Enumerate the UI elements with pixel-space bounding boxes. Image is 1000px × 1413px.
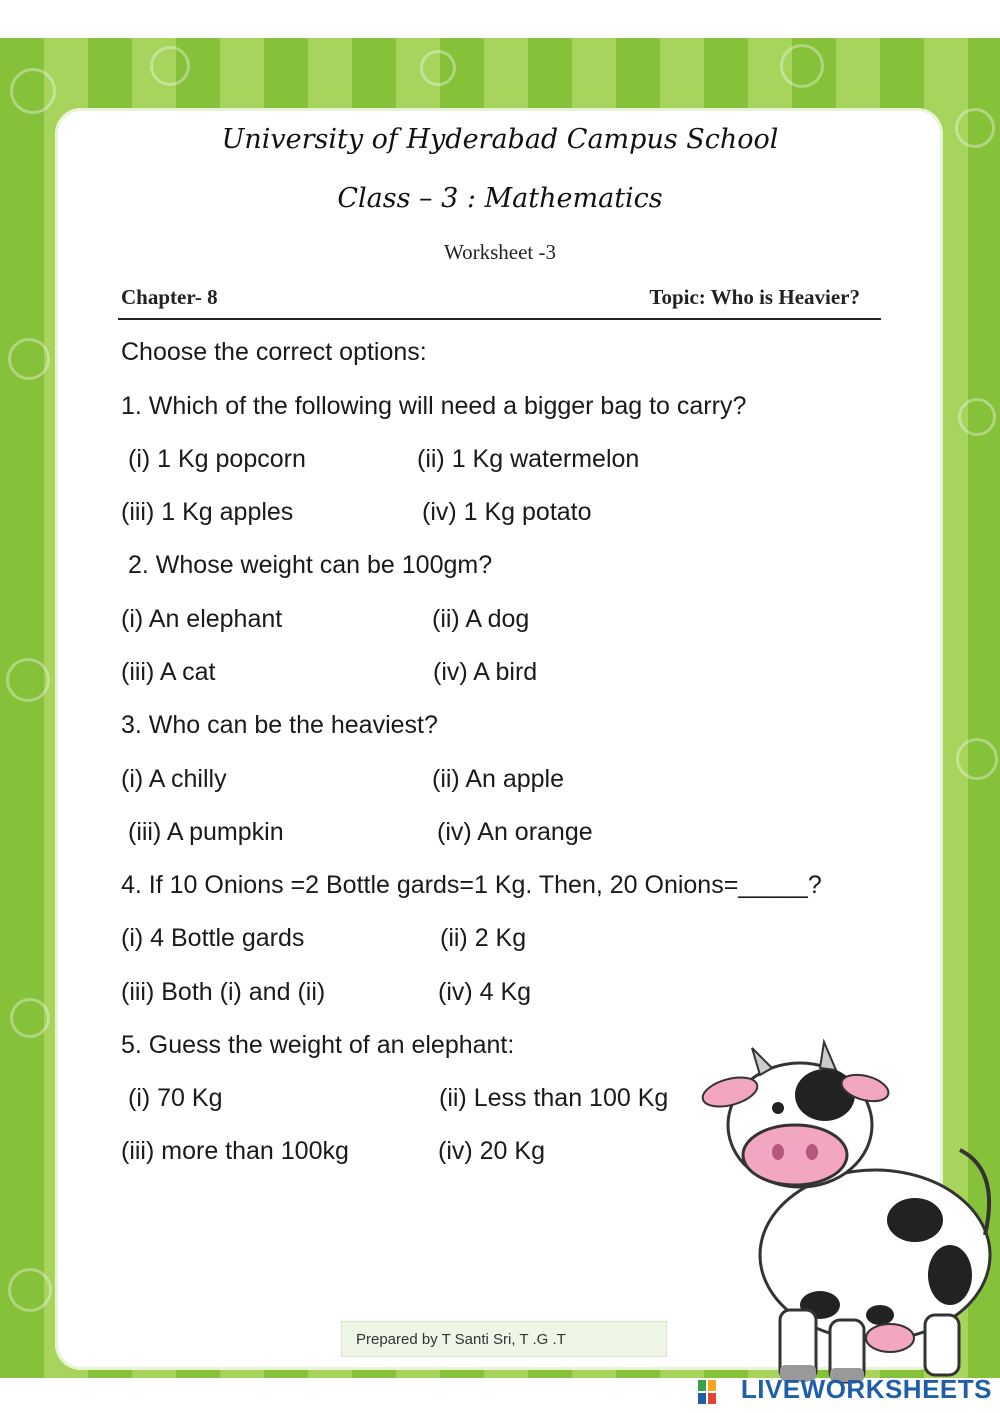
- question-1: 1. Which of the following will need a bigger bag to carry?: [121, 392, 747, 420]
- swirl-decoration: [8, 1268, 52, 1312]
- worksheet-number: Worksheet -3: [443, 240, 557, 264]
- swirl-decoration: [958, 398, 996, 436]
- option-4-i: (i) 4 Bottle gards: [121, 924, 305, 952]
- swirl-decoration: [6, 658, 50, 702]
- option-4-ii: (ii) 2 Kg: [440, 924, 527, 952]
- swirl-decoration: [956, 738, 998, 780]
- question-5: 5. Guess the weight of an elephant:: [121, 1031, 515, 1059]
- option-5-i: (i) 70 Kg: [128, 1084, 223, 1112]
- option-3-i: (i) A chilly: [121, 765, 227, 793]
- liveworksheets-brand[interactable]: LIVEWORKSHEETS: [740, 1374, 992, 1404]
- option-1-ii: (ii) 1 Kg watermelon: [417, 445, 640, 473]
- option-4-iii: (iii) Both (i) and (ii): [121, 978, 326, 1006]
- class-title: Class – 3 : Mathematics: [337, 183, 663, 214]
- school-name: University of Hyderabad Campus School: [221, 124, 779, 155]
- option-1-iv: (iv) 1 Kg potato: [422, 498, 592, 526]
- question-4: 4. If 10 Onions =2 Bottle gards=1 Kg. Then, 20 Onions=_____?: [121, 871, 822, 899]
- swirl-decoration: [10, 68, 56, 114]
- swirl-decoration: [150, 46, 190, 86]
- question-2: 2. Whose weight can be 100gm?: [128, 551, 493, 579]
- instruction-text: Choose the correct options:: [121, 338, 427, 366]
- option-3-ii: (ii) An apple: [432, 765, 565, 793]
- chapter-label: Chapter- 8: [121, 285, 218, 309]
- swirl-decoration: [8, 338, 50, 380]
- question-3: 3. Who can be the heaviest?: [121, 711, 438, 739]
- option-5-iv: (iv) 20 Kg: [438, 1137, 545, 1165]
- cow-illustration: [700, 1020, 1000, 1390]
- liveworksheets-logo-icon: [698, 1380, 716, 1404]
- option-3-iv: (iv) An orange: [437, 818, 593, 846]
- option-1-i: (i) 1 Kg popcorn: [128, 445, 306, 473]
- option-2-ii: (ii) A dog: [432, 605, 530, 633]
- swirl-decoration: [10, 998, 50, 1038]
- option-1-iii: (iii) 1 Kg apples: [121, 498, 294, 526]
- swirl-decoration: [780, 44, 824, 88]
- option-2-i: (i) An elephant: [121, 605, 283, 633]
- header-divider: [118, 318, 881, 320]
- topic-label: Topic: Who is Heavier?: [649, 285, 860, 309]
- prepared-by-box: Prepared by T Santi Sri, T .G .T: [341, 1321, 667, 1357]
- option-3-iii: (iii) A pumpkin: [128, 818, 284, 846]
- option-2-iii: (iii) A cat: [121, 658, 216, 686]
- option-5-iii: (iii) more than 100kg: [121, 1137, 349, 1165]
- option-4-iv: (iv) 4 Kg: [438, 978, 532, 1006]
- swirl-decoration: [420, 50, 456, 86]
- option-5-ii: (ii) Less than 100 Kg: [439, 1084, 669, 1112]
- option-2-iv: (iv) A bird: [433, 658, 538, 686]
